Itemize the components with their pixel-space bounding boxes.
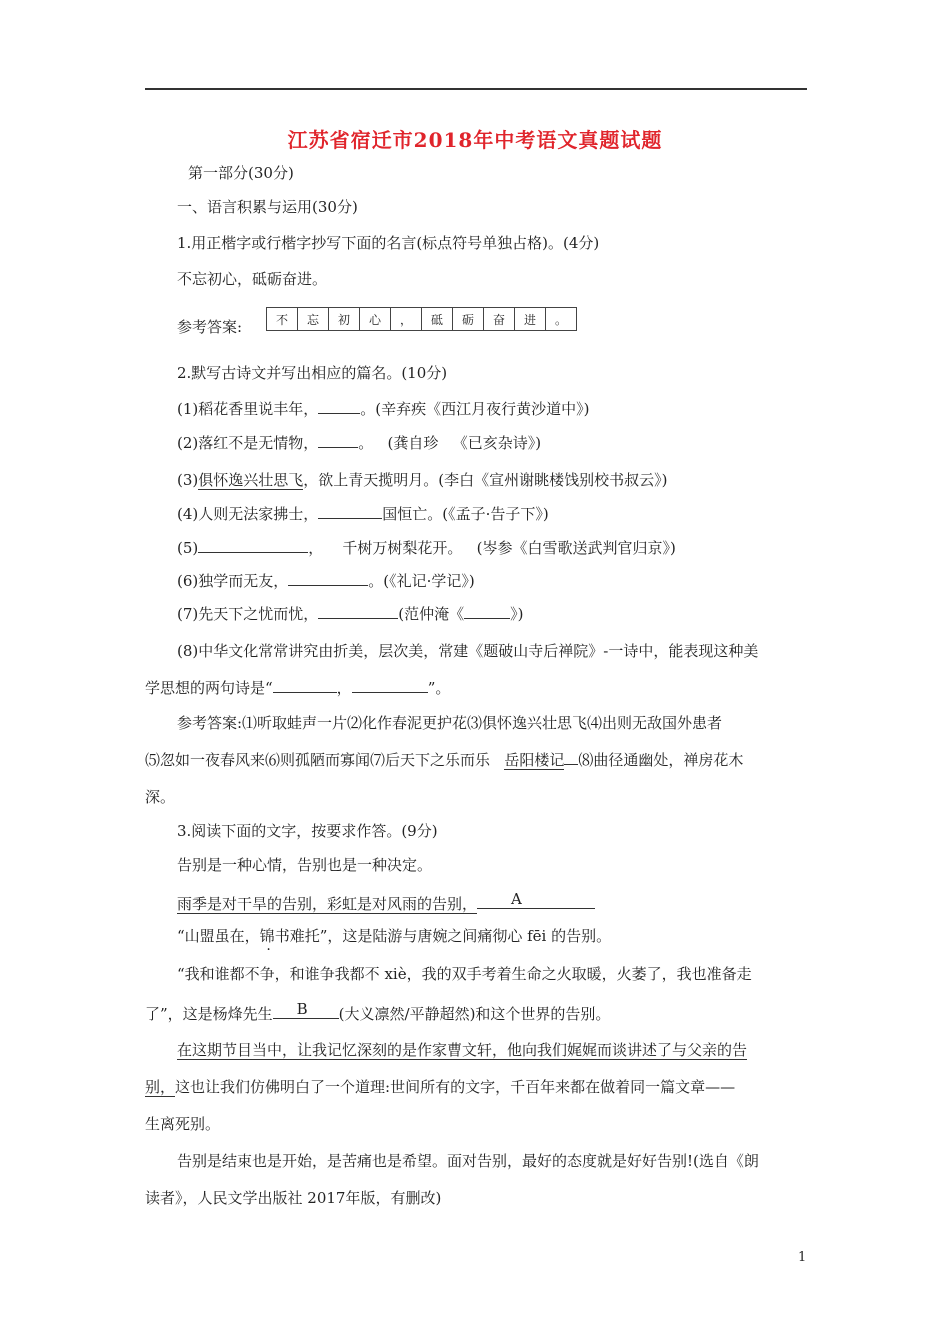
q3-para3: “山盟虽在，锦书难托”，这是陆游与唐婉之间痛彻心 fēi 的告别。 xyxy=(177,927,612,945)
q3-para6: 告别是结束也是开始，是苦痛也是希望。面对告别，最好的态度就是好好告别!(选自《朗 xyxy=(177,1152,759,1170)
q3-para5-end: 生离死别。 xyxy=(145,1115,221,1133)
grid-cell: 初 xyxy=(329,308,360,330)
part-heading: 第一部分(30分) xyxy=(188,164,294,182)
fill-blank[interactable] xyxy=(273,678,337,693)
page-number: 1 xyxy=(798,1250,807,1265)
grid-cell: 砥 xyxy=(422,308,453,330)
q2-item-1: (1)稻花香里说丰年， 。(辛弃疾《西江月夜行黄沙道中》) xyxy=(177,400,590,418)
q3-para6-cont: 读者》，人民文学出版社 2017年版，有删改) xyxy=(145,1189,442,1207)
q3-para1: 告别是一种心情，告别也是一种决定。 xyxy=(177,856,433,874)
q2-item-8-line2: 学思想的两句诗是“ ， ”。 xyxy=(145,679,451,697)
q3-para5: 在这期节目当中，让我记忆深刻的是作家曹文轩，他向我们娓娓而谈讲述了与父亲的告 xyxy=(177,1041,748,1059)
q2-answer-line2: ⑸忽如一夜春风来⑹则孤陋而寡闻⑺后天下之乐而乐 岳阳楼记 ⑻曲径通幽处，禅房花木 xyxy=(145,751,744,769)
q3-para5-cont: 别，这也让我们仿佛明白了一个道理:世间所有的文字，千百年来都在做着同一篇文章—— xyxy=(145,1078,736,1096)
grid-cell: 砺 xyxy=(453,308,484,330)
grid-cell: 。 xyxy=(554,312,567,327)
q2-prompt: 2.默写古诗文并写出相应的篇名。(10分) xyxy=(177,364,448,382)
q2-item-5: (5) ， 千树万树梨花开。 (岑参《白雪歌送武判官归京》) xyxy=(177,539,676,557)
section-heading: 一、语言积累与运用(30分) xyxy=(177,198,358,216)
fill-blank[interactable] xyxy=(318,399,360,414)
q3-para2: 雨季是对干旱的告别，彩虹是对风雨的告别， A xyxy=(177,890,595,915)
q2-answer-line1: 参考答案:⑴听取蛙声一片⑵化作春泥更护花⑶俱怀逸兴壮思飞⑷出则无敌国外患者 xyxy=(177,714,723,732)
page-title: 江苏省宿迁市2018年中考语文真题试题 xyxy=(287,128,663,152)
header-rule xyxy=(145,88,807,90)
q2-item-7: (7)先天下之忧而忧， (范仲淹《 》) xyxy=(177,605,524,623)
q2-item-6: (6)独学而无友， 。(《礼记·学记》) xyxy=(177,572,475,590)
q3-para4-cont: 了”，这是杨烽先生 B (大义凛然/平静超然)和这个世界的告别。 xyxy=(145,1000,611,1023)
q2-item-8-line1: (8)中华文化常常讲究由折美，层次美，常建《题破山寺后禅院》-一诗中，能表现这种美 xyxy=(177,642,759,660)
fill-blank[interactable] xyxy=(318,504,382,519)
fill-blank[interactable] xyxy=(352,678,428,693)
fill-blank[interactable] xyxy=(464,604,510,619)
q2-answer-line3: 深。 xyxy=(145,788,176,806)
grid-cell: 奋 xyxy=(484,308,515,330)
grid-cell: 忘 xyxy=(298,308,329,330)
grid-cell: 不 xyxy=(267,308,298,330)
q2-item-2: (2)落红不是无情物， 。 (龚自珍 《已亥杂诗》) xyxy=(177,434,542,452)
fill-blank[interactable] xyxy=(198,538,308,553)
grid-cell: 心 xyxy=(360,308,391,330)
answer-grid xyxy=(266,307,577,331)
grid-cell: ， xyxy=(391,308,422,330)
q2-item-3: (3)俱怀逸兴壮思飞，欲上青天揽明月。(李白《宣州谢眺楼饯别校书叔云》) xyxy=(177,471,668,489)
q3-prompt: 3.阅读下面的文字，按要求作答。(9分) xyxy=(177,822,438,840)
grid-cell: 进 xyxy=(515,308,546,330)
fill-blank[interactable] xyxy=(318,433,358,448)
q1-answer-label: 参考答案: xyxy=(177,318,243,336)
fill-blank[interactable] xyxy=(318,604,398,619)
q1-prompt: 1.用正楷字或行楷字抄写下面的名言(标点符号单独占格)。(4分) xyxy=(177,234,600,252)
q3-para4: “我和谁都不争，和谁争我都不 xiè，我的双手考着生命之火取暖，火萎了，我也准备走 xyxy=(177,965,752,983)
fill-blank[interactable] xyxy=(288,571,368,586)
q2-item-4: (4)人则无法家拂士， 国恒亡。(《孟子·告子下》) xyxy=(177,505,549,523)
q1-quote: 不忘初心，砥砺奋进。 xyxy=(177,270,328,288)
